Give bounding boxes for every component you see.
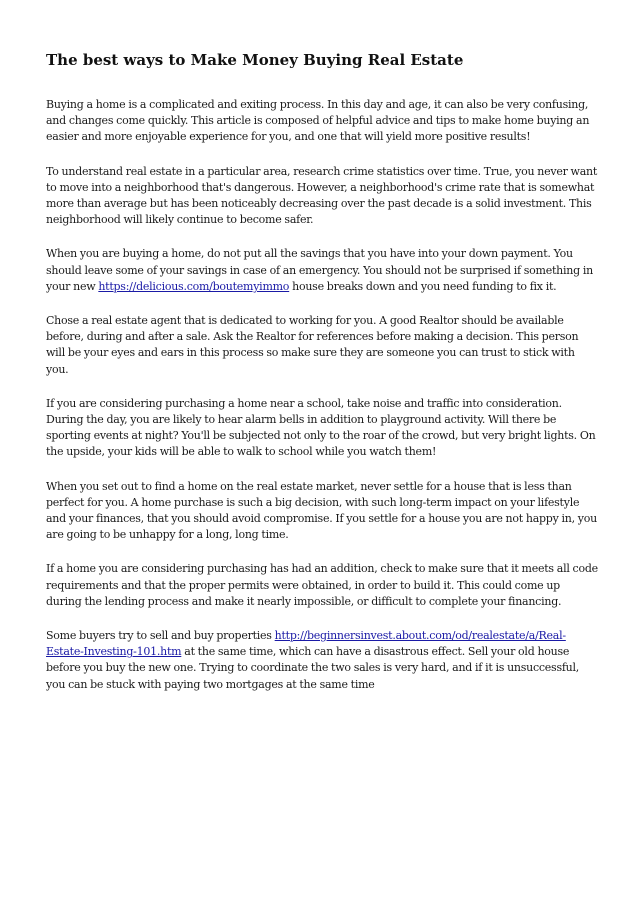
paragraph-sell-and-buy [46,628,598,693]
paragraph-intro: Buying a home is a complicated and exiting process. In this day and age, it can also be very confusing, and changes come quickly. This article is composed of helpful advice and tips to make home buying an easier and more enjoyable experience for you, and one that will yield more positive results! [46,98,590,144]
paragraph-crime-statistics: To understand real estate in a particular area, research crime statistics over time. True, you never want to move into a neighborhood that's dangerous. However, a neighborhood's crime rate that is somewhat more than average but has been noticeably decreasing over the past decade is a solid investment. This neighborhood will likely continue to become safer. [46,164,598,227]
delicious-link[interactable]: https://delicious.com/boutemyimmo [98,279,290,293]
document-page [46,50,598,711]
paragraph-never-settle: When you set out to find a home on the real estate market, never settle for a house that is less than perfect for you. A home purchase is such a big decision, with such long-term impact on your lifestyle and your finances, that you should avoid compromise. If you settle for a house you are not happy in, you are going to be unhappy for a long, long time. [46,479,597,542]
paragraph-addition-permits: If a home you are considering purchasing has had an addition, check to make sure that it meets all code requirements and that the proper permits were obtained, in order to build it. This could come up during the lending process and make it nearly impossible, or difficult to complete your financing. [46,562,598,608]
document-title: The best ways to Make Money Buying Real Estate [46,51,464,69]
paragraph-sell-and-buy-text-before: Some buyers try to sell and buy properties [46,629,275,643]
paragraph-down-payment-text-after: house breaks down and you need funding to fix it. [289,279,557,293]
paragraph-real-estate-agent: Chose a real estate agent that is dedicated to working for you. A good Realtor should be available before, during and after a sale. Ask the Realtor for references before making a decision. This person will be your eyes and ears in this process so make sure they are someone you can trust to stick with you. [46,314,579,376]
paragraph-school-noise: If you are considering purchasing a home near a school, take noise and traffic into consideration. During the day, you are likely to hear alarm bells in addition to playground activity. Will there be sporting events at night? You'll be subjected not only to the roar of the crowd, but very bright lights. On the upside, your kids will be able to walk to school while you watch them! [46,396,596,459]
paragraph-down-payment [46,246,598,295]
paragraph-sell-and-buy-text-after: at the same time, which can have a disastrous effect. Sell your old house before you buy the new one. Trying to coordinate the two sales is very hard, and if it is unsuccessful, you can be stuck with paying two mortgages at the same time [46,645,580,691]
beginnersinvest-link[interactable]: http://beginnersinvest.about.com/od/realestate/a/Real-Estate-Investing-101.htm [46,629,566,659]
paragraph-down-payment-text-before: When you are buying a home, do not put all the savings that you have into your down payment. You should leave some of your savings in case of an emergency. You should not be surprised if something in your new [46,247,593,293]
